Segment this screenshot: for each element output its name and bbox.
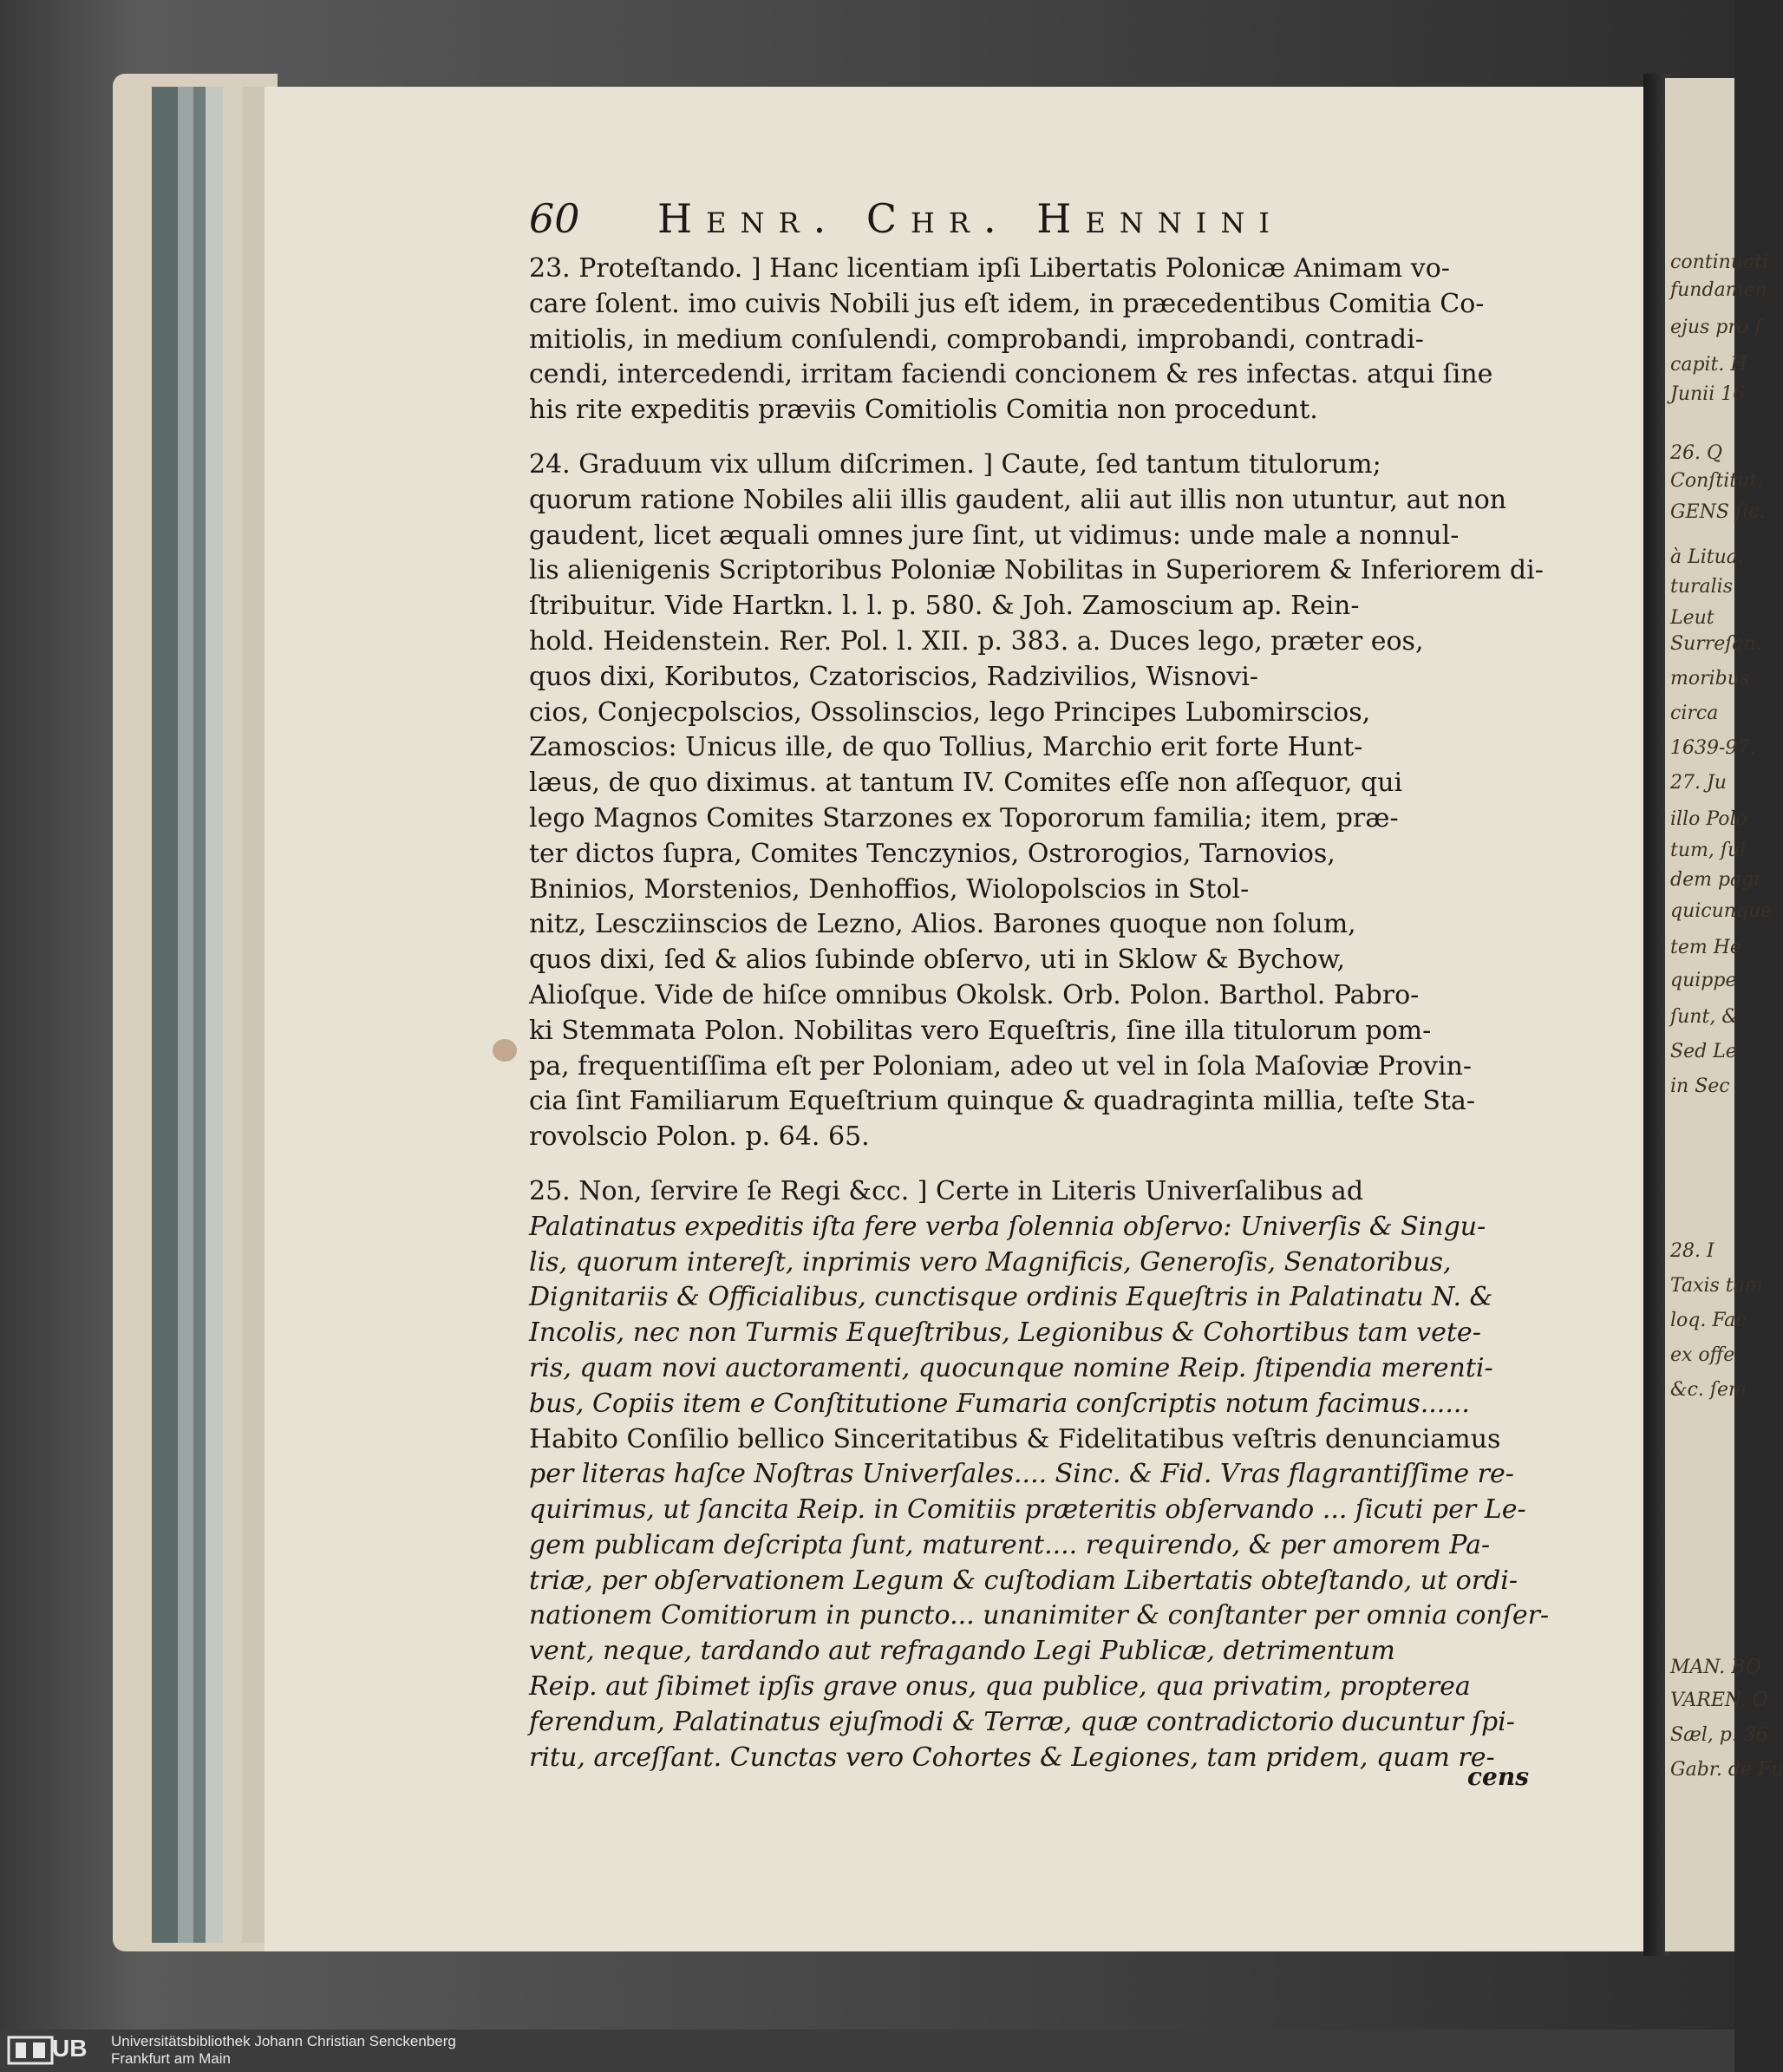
margin-note: Surreſan. (1670, 633, 1762, 655)
text-line: Incolis, nec non Turmis Equeſtribus, Legionibus & Cohortibus tam vete- (529, 1317, 1481, 1349)
library-logo-text: UB (52, 2035, 88, 2062)
text-line: ki Stemmata Polon. Nobilitas vero Equeſtris, ſine illa titulorum pom- (529, 1015, 1432, 1046)
body-text (529, 252, 1550, 1775)
margin-note: VAREN. O (1670, 1690, 1768, 1711)
margin-note: GENS ſic. (1670, 501, 1766, 523)
margin-note: Junii 16 (1670, 383, 1746, 405)
text-line: gem publicam deſcripta ſunt, maturent.... requirendo, & per amorem Pa- (529, 1529, 1491, 1560)
margin-note: Gabr. de Fu (1670, 1759, 1783, 1781)
margin-note: Sed Le (1670, 1041, 1737, 1062)
text-line: pa, frequentiſſima eſt per Poloniam, adeo ut vel in ſola Maſoviæ Provin- (529, 1050, 1473, 1082)
text-line: per literas haſce Noſtras Univerſales.... Sinc. & Fid. Vras flagrantiſſime re- (529, 1459, 1514, 1490)
library-name: Universitätsbibliothek Johann Christian Senckenberg (111, 2033, 456, 2049)
margin-note: in Sec (1670, 1075, 1730, 1097)
page-edge-leaf (206, 87, 223, 1943)
margin-note: loq. Fac (1670, 1310, 1747, 1331)
text-line: cios, Conjecpolscios, Ossolinscios, lego Principes Lubomirscios, (529, 696, 1371, 728)
margin-note: tem He (1670, 937, 1741, 958)
paper-stain (493, 1039, 517, 1062)
text-line: Bninios, Morstenios, Denhoffios, Wiolopolscios in Stol- (529, 873, 1250, 905)
margin-note: Leut (1670, 607, 1714, 629)
margin-note: ejus pro ſ (1670, 317, 1762, 338)
margin-note: Conſtitut. (1670, 470, 1764, 492)
text-line: ris, quam novi auctoramenti, quocunque nomine Reip. ſtipendia merenti- (529, 1352, 1493, 1383)
margin-note: dem pagi (1670, 869, 1760, 891)
library-location: Frankfurt am Main (111, 2050, 231, 2067)
page-edge-leaf (152, 87, 178, 1943)
margin-note: illo Polo (1670, 808, 1747, 830)
paragraph-gap (529, 1155, 1518, 1174)
margin-note: 27. Ju (1670, 772, 1727, 794)
page-edge-leaf (242, 87, 265, 1943)
margin-note: à Litua. (1670, 546, 1744, 568)
margin-note: ex offe (1670, 1344, 1735, 1366)
margin-note: 1639-97. (1670, 737, 1756, 759)
margin-note: moribus (1670, 668, 1750, 690)
margin-note: ſunt, & (1670, 1006, 1739, 1028)
text-line: 24. Graduum vix ullum diſcrimen. ] Caute, ſed tantum titulorum; (529, 448, 1381, 480)
library-footer (0, 2030, 1734, 2072)
margin-note: continuati (1670, 252, 1768, 273)
text-line: Alioſque. Vide de hiſce omnibus Okolsk. Orb. Polon. Barthol. Pabro- (529, 979, 1420, 1010)
text-line: Reip. aut ſibimet ipſis grave onus, qua publice, qua privatim, propterea (529, 1671, 1471, 1703)
page-number: 60 (529, 195, 580, 242)
text-line: Palatinatus expeditis iſta fere verba ſolennia obſervo: Univerſis & Singu- (529, 1211, 1486, 1242)
margin-note: capit. H (1670, 354, 1747, 376)
text-line: ferendum, Palatinatus ejuſmodi & Terræ, quæ contradictorio ducuntur ſpi- (529, 1706, 1515, 1737)
text-line: lis, quorum intereſt, inprimis vero Magnificis, Generoſis, Senatoribus, (529, 1246, 1452, 1278)
text-line: hold. Heidenstein. Rer. Pol. l. XII. p. 383. a. Duces lego, præter eos, (529, 625, 1424, 657)
text-line: his rite expeditis præviis Comitiolis Comitia non procedunt. (529, 395, 1318, 426)
text-line: quirimus, ut ſancita Reip. in Comitiis præteritis obſervando ... ſicuti per Le- (529, 1494, 1526, 1526)
text-line: bus, Copiis item e Conſtitutione Fumaria conſcriptis notum facimus...... (529, 1388, 1470, 1419)
text-line: ritu, arceſſant. Cunctas vero Cohortes & Legiones, tam pridem, quam re- (529, 1742, 1495, 1773)
text-line: Dignitariis & Officialibus, cunctisque ordinis Equeſtris in Palatinatu N. & (529, 1282, 1493, 1313)
text-line: triæ, per obſervationem Legum & cuſtodiam Libertatis obteſtando, ut ordi- (529, 1565, 1518, 1596)
text-line: care ſolent. imo cuivis Nobili jus eſt idem, in præcedentibus Comitia Co- (529, 288, 1485, 319)
margin-note: circa (1670, 703, 1719, 724)
margin-note: Taxis tam (1670, 1275, 1763, 1297)
paragraph-gap (529, 428, 1518, 448)
text-line: quos dixi, Koributos, Czatoriscios, Radzivilios, Wisnovi- (529, 661, 1259, 692)
text-line: læus, de quo diximus. at tantum IV. Comites eſſe non aſſequor, qui (529, 768, 1403, 799)
text-line: cia ſint Familiarum Equeſtrium quinque & quadraginta millia, teſte Sta- (529, 1086, 1476, 1117)
text-line: ſtribuitur. Vide Hartkn. l. l. p. 580. & Joh. Zamoscium ap. Rein- (529, 591, 1360, 622)
page-edge-leaf (223, 87, 242, 1943)
page-edge-leaf (193, 87, 206, 1943)
margin-note: MAN. BO (1670, 1657, 1761, 1678)
margin-note: 28. I (1670, 1240, 1714, 1262)
text-line: lis alienigenis Scriptoribus Poloniæ Nobilitas in Superiorem & Inferiorem di- (529, 555, 1544, 586)
text-line: nationem Comitiorum in puncto... unanimiter & conſtanter per omnia conſer- (529, 1600, 1550, 1631)
text-line: mitiolis, in medium conſulendi, comprobandi, improbandi, contradi- (529, 324, 1424, 355)
text-line: quorum ratione Nobiles alii illis gaudent, alii aut illis non utuntur, aut non (529, 484, 1507, 515)
text-line: vent, neque, tardando aut refragando Legi Publicæ, detrimentum (529, 1636, 1395, 1667)
text-line: 23. Proteſtando. ] Hanc licentiam ipſi Libertatis Polonicæ Animam vo- (529, 253, 1450, 284)
margin-note: quicunque (1670, 900, 1773, 922)
text-line: lego Magnos Comites Starzones ex Topororum familia; item, præ- (529, 802, 1399, 833)
text-line: Zamoscios: Unicus ille, de quo Tollius, Marchio erit forte Hunt- (529, 732, 1363, 763)
margin-note: fundamen (1670, 279, 1767, 301)
running-head (529, 195, 1405, 247)
margin-note: Sæl, p. 36 (1670, 1724, 1768, 1746)
text-line: 25. Non, ſervire ſe Regi &cc. ] Certe in Literis Univerſalibus ad (529, 1175, 1364, 1206)
margin-note: 26. Q (1670, 442, 1723, 464)
page-edge-leaf (178, 87, 193, 1943)
text-line: ter dictos ſupra, Comites Tenczynios, Ostrorogios, Tarnovios, (529, 838, 1336, 869)
text-line: quos dixi, ſed & alios ſubinde obſervo, uti in Sklow & Bychow, (529, 944, 1346, 976)
margin-note: tum, ſul (1670, 840, 1747, 861)
catchword: cens (1467, 1762, 1529, 1791)
text-line: cendi, intercedendi, irritam faciendi concionem & res infectas. atqui ſine (529, 359, 1493, 390)
margin-note: &c. ſem (1670, 1379, 1747, 1401)
facing-page-margin (1665, 78, 1783, 1951)
text-line: nitz, Lescziinscios de Lezno, Alios. Barones quoque non ſolum, (529, 909, 1356, 940)
margin-note: turalis (1670, 576, 1734, 598)
running-head-title: Henr. Chr. Hennini (657, 195, 1284, 242)
margin-note: quippe (1670, 970, 1737, 991)
text-line: Habito Conſilio bellico Sinceritatibus & Fidelitatibus veſtris denunciamus (529, 1423, 1501, 1454)
text-line: gaudent, licet æquali omnes jure ſint, ut vidimus: unde male a nonnul- (529, 520, 1460, 551)
text-line: rovolscio Polon. p. 64. 65. (529, 1121, 870, 1153)
